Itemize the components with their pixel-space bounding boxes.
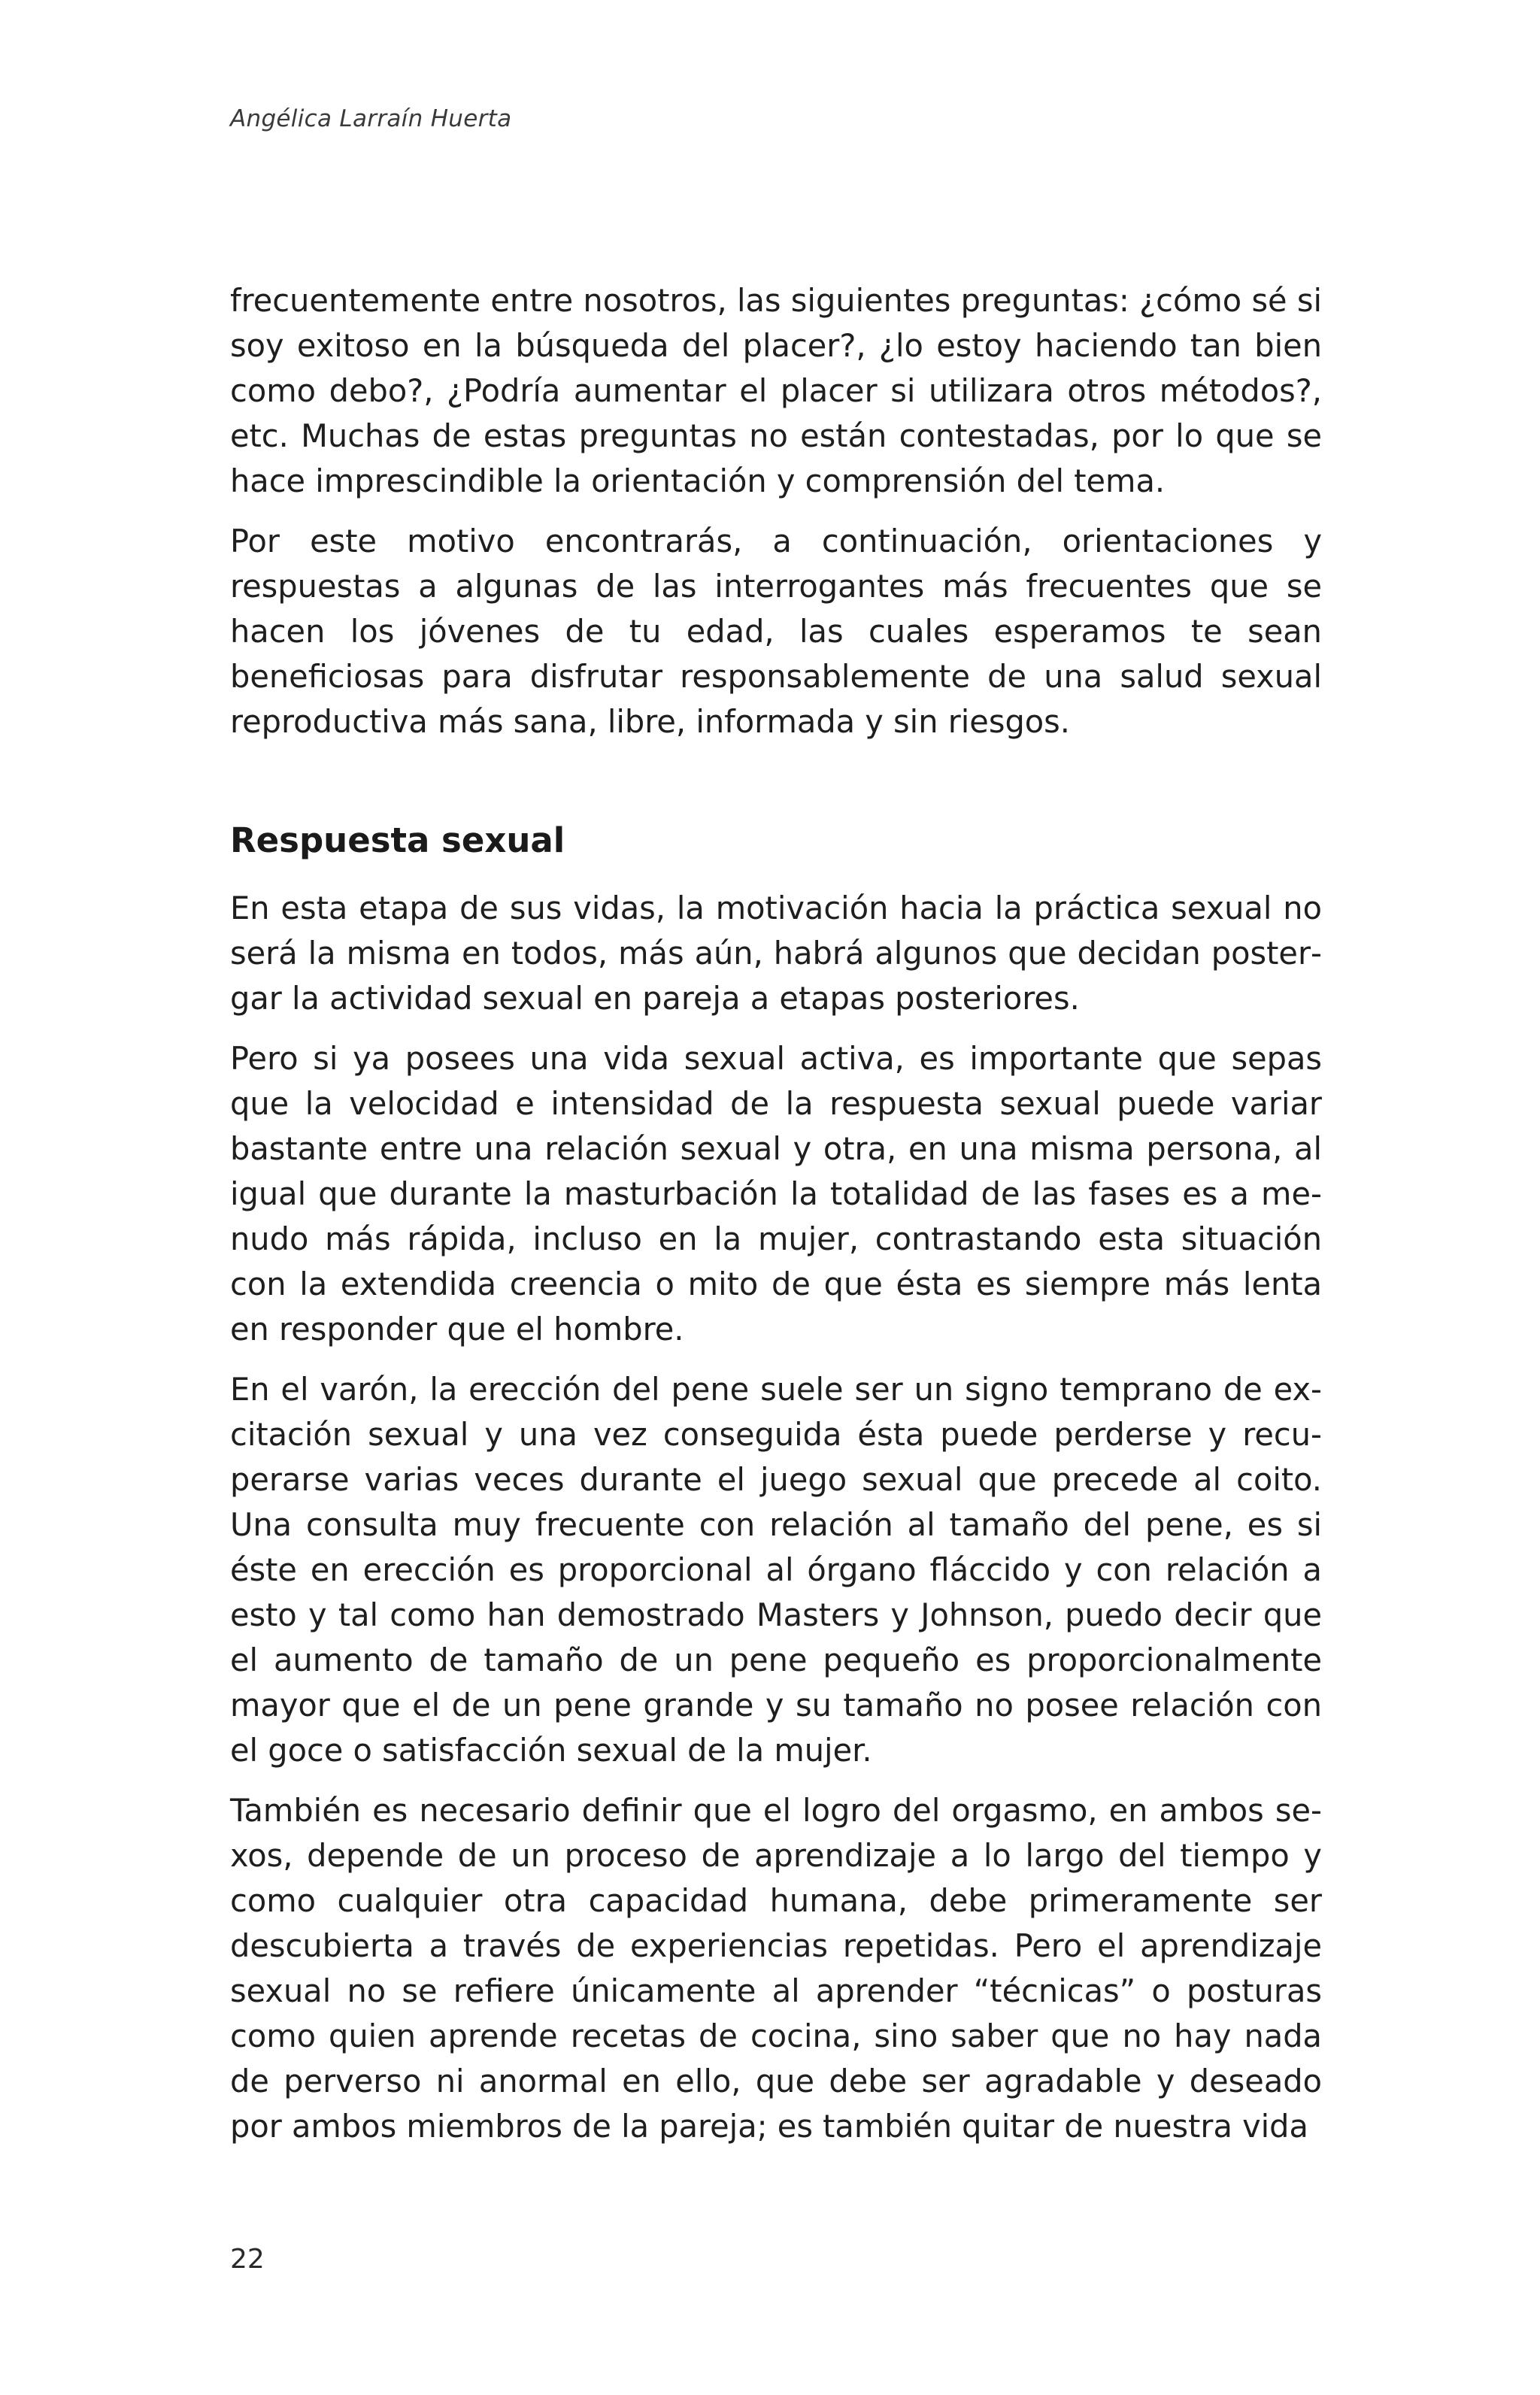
paragraph-1: frecuentemente entre nosotros, las siguientes preguntas: ¿cómo sé si soy exitoso en la búsqueda del placer?, ¿lo estoy haciendo tan bien como debo?, ¿Podría aumentar el placer si utilizara otros métodos?, etc. Muchas de estas preguntas no están contestadas, por lo que se hace imprescindible la orientación y comprensión del tema. xyxy=(230,282,1322,499)
paragraph-5: En el varón, la erección del pene suele ser un signo temprano de excitación sexual y una vez conseguida ésta puede perderse y recuperarse varias veces durante el juego sexual que precede al coito. Una consulta muy frecuente con relación al tamaño del pene, es si éste en erección es proporcional al órgano fláccido y con relación a esto y tal como han demostrado Masters y Johnson, puedo decir que el aumento de tamaño de un pene pequeño es proporcionalmente mayor que el de un pene grande y su tamaño no posee relación con el goce o satisfacción sexual de la mujer. xyxy=(230,1371,1322,1769)
paragraph-6: También es necesario definir que el logro del orgasmo, en ambos sexos, depende de un proceso de aprendizaje a lo largo del tiempo y como cualquier otra capacidad humana, debe primeramente ser descubierta a través de experiencias repetidas. Pero el aprendizaje sexual no se refiere únicamente al aprender “técnicas” o posturas como quien aprende recetas de cocina, sino saber que no hay nada de perverso ni anormal en ello, que debe ser agradable y deseado por ambos miembros de la pareja; es también quitar de nuestra vida xyxy=(230,1792,1322,2145)
page-number: 22 xyxy=(230,2244,265,2275)
paragraph-3: En esta etapa de sus vidas, la motivación hacia la práctica sexual no será la misma en todos, más aún, habrá algunos que decidan postergar la actividad sexual en pareja a etapas posteriores. xyxy=(230,890,1322,1017)
paragraph-4: Pero si ya posees una vida sexual activa, es importante que sepas que la velocidad e intensidad de la respuesta sexual puede variar bastante entre una relación sexual y otra, en una misma persona, al igual que durante la masturbación la totalidad de las fases es a menudo más rápida, incluso en la mujer, contrastando esta situación con la extendida creencia o mito de que ésta es siempre más lenta en responder que el hombre. xyxy=(230,1040,1322,1348)
paragraph-2: Por este motivo encontrarás, a continuación, orientaciones y respuestas a algunas de las interrogantes más frecuentes que se hacen los jóvenes de tu edad, las cuales esperamos te sean beneficiosas para disfrutar responsablemente de una salud sexual reproductiva más sana, libre, informada y sin riesgos. xyxy=(230,523,1322,740)
page-body xyxy=(230,278,1322,2164)
running-header-author: Angélica Larraín Huerta xyxy=(230,105,512,132)
section-heading: Respuesta sexual xyxy=(230,820,565,860)
